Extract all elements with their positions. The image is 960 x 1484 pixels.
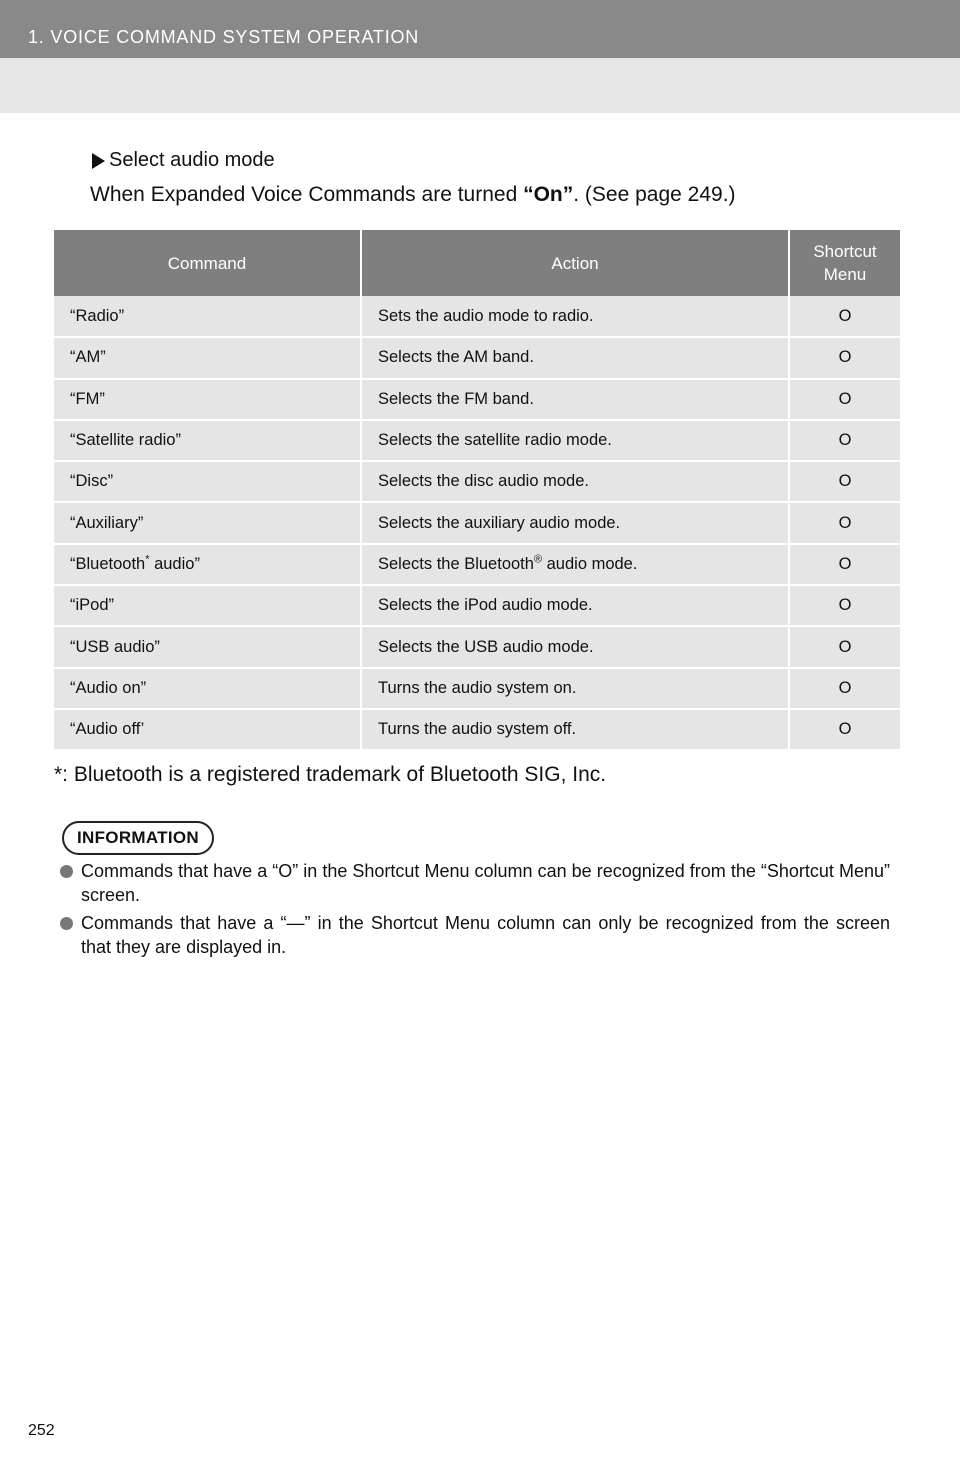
command-cell: “Audio on”: [54, 668, 361, 709]
shortcut-cell: O: [789, 379, 900, 420]
command-column-header: Command: [54, 230, 361, 296]
section-title: 1. VOICE COMMAND SYSTEM OPERATION: [28, 27, 420, 47]
command-cell: “Satellite radio”: [54, 420, 361, 461]
table-row: [54, 337, 900, 378]
action-cell: Selects the auxiliary audio mode.: [361, 502, 789, 543]
triangle-right-icon: [92, 153, 105, 169]
information-list: [60, 859, 890, 963]
action-cell: Turns the audio system on.: [361, 668, 789, 709]
information-badge: INFORMATION: [62, 821, 214, 855]
command-text: audio”: [149, 554, 200, 573]
shortcut-cell: O: [789, 544, 900, 585]
table-row: [54, 296, 900, 337]
command-cell: [54, 544, 361, 585]
shortcut-cell: O: [789, 668, 900, 709]
command-text: “Bluetooth: [70, 554, 146, 573]
registered-mark: ®: [533, 553, 543, 566]
action-cell: Selects the iPod audio mode.: [361, 585, 789, 626]
command-cell: “Radio”: [54, 296, 361, 337]
table-row: [54, 668, 900, 709]
table-header-row: [54, 230, 900, 296]
bullet-icon: [60, 865, 73, 878]
information-item: [60, 859, 890, 907]
page-number: 252: [28, 1422, 55, 1439]
table-row: [54, 626, 900, 667]
action-column-header: Action: [361, 230, 789, 296]
shortcut-cell: O: [789, 502, 900, 543]
header-band: [0, 58, 960, 113]
information-item-text: Commands that have a “—” in the Shortcut Menu column can only be recognized from the screen that they are displayed in.: [81, 913, 890, 957]
command-cell: “iPod”: [54, 585, 361, 626]
shortcut-header-line2: Menu: [823, 265, 867, 284]
command-cell: “AM”: [54, 337, 361, 378]
action-cell: [361, 544, 789, 585]
table-row: [54, 420, 900, 461]
shortcut-header-line1: Shortcut: [813, 242, 877, 261]
intro-text: [90, 183, 736, 207]
table-row: [54, 544, 900, 585]
information-item: [60, 911, 890, 959]
command-cell: “Auxiliary”: [54, 502, 361, 543]
command-cell: “FM”: [54, 379, 361, 420]
action-cell: Selects the satellite radio mode.: [361, 420, 789, 461]
footnote-asterisk: *: [145, 553, 150, 566]
table-row: [54, 585, 900, 626]
action-cell: Selects the AM band.: [361, 337, 789, 378]
information-item-text: Commands that have a “O” in the Shortcut Menu column can be recognized from the “Shortcut Menu” screen.: [81, 861, 890, 905]
voice-command-table: [54, 230, 900, 751]
command-cell: “Audio off’: [54, 709, 361, 750]
shortcut-cell: O: [789, 296, 900, 337]
table-row: [54, 379, 900, 420]
command-cell: “Disc”: [54, 461, 361, 502]
table-row: [54, 709, 900, 750]
action-cell: Turns the audio system off.: [361, 709, 789, 750]
shortcut-cell: O: [789, 585, 900, 626]
sub-heading-text: Select audio mode: [109, 149, 275, 171]
action-cell: Selects the USB audio mode.: [361, 626, 789, 667]
table-row: [54, 461, 900, 502]
trademark-footnote: *: Bluetooth is a registered trademark of Bluetooth SIG, Inc.: [54, 763, 607, 786]
action-cell: Selects the FM band.: [361, 379, 789, 420]
shortcut-cell: O: [789, 709, 900, 750]
action-text: audio mode.: [542, 554, 638, 573]
sub-heading: [92, 149, 275, 172]
shortcut-cell: O: [789, 626, 900, 667]
intro-prefix: When Expanded Voice Commands are turned: [90, 183, 524, 206]
shortcut-cell: O: [789, 420, 900, 461]
shortcut-cell: O: [789, 461, 900, 502]
shortcut-menu-column-header: [789, 230, 900, 296]
action-text: Selects the Bluetooth: [378, 554, 534, 573]
shortcut-cell: O: [789, 337, 900, 378]
action-cell: Selects the disc audio mode.: [361, 461, 789, 502]
intro-emphasis: “On”: [523, 183, 574, 206]
action-cell: Sets the audio mode to radio.: [361, 296, 789, 337]
command-cell: “USB audio”: [54, 626, 361, 667]
header-bar: [0, 0, 960, 58]
table-row: [54, 502, 900, 543]
bullet-icon: [60, 917, 73, 930]
intro-suffix: . (See page 249.): [573, 183, 736, 206]
